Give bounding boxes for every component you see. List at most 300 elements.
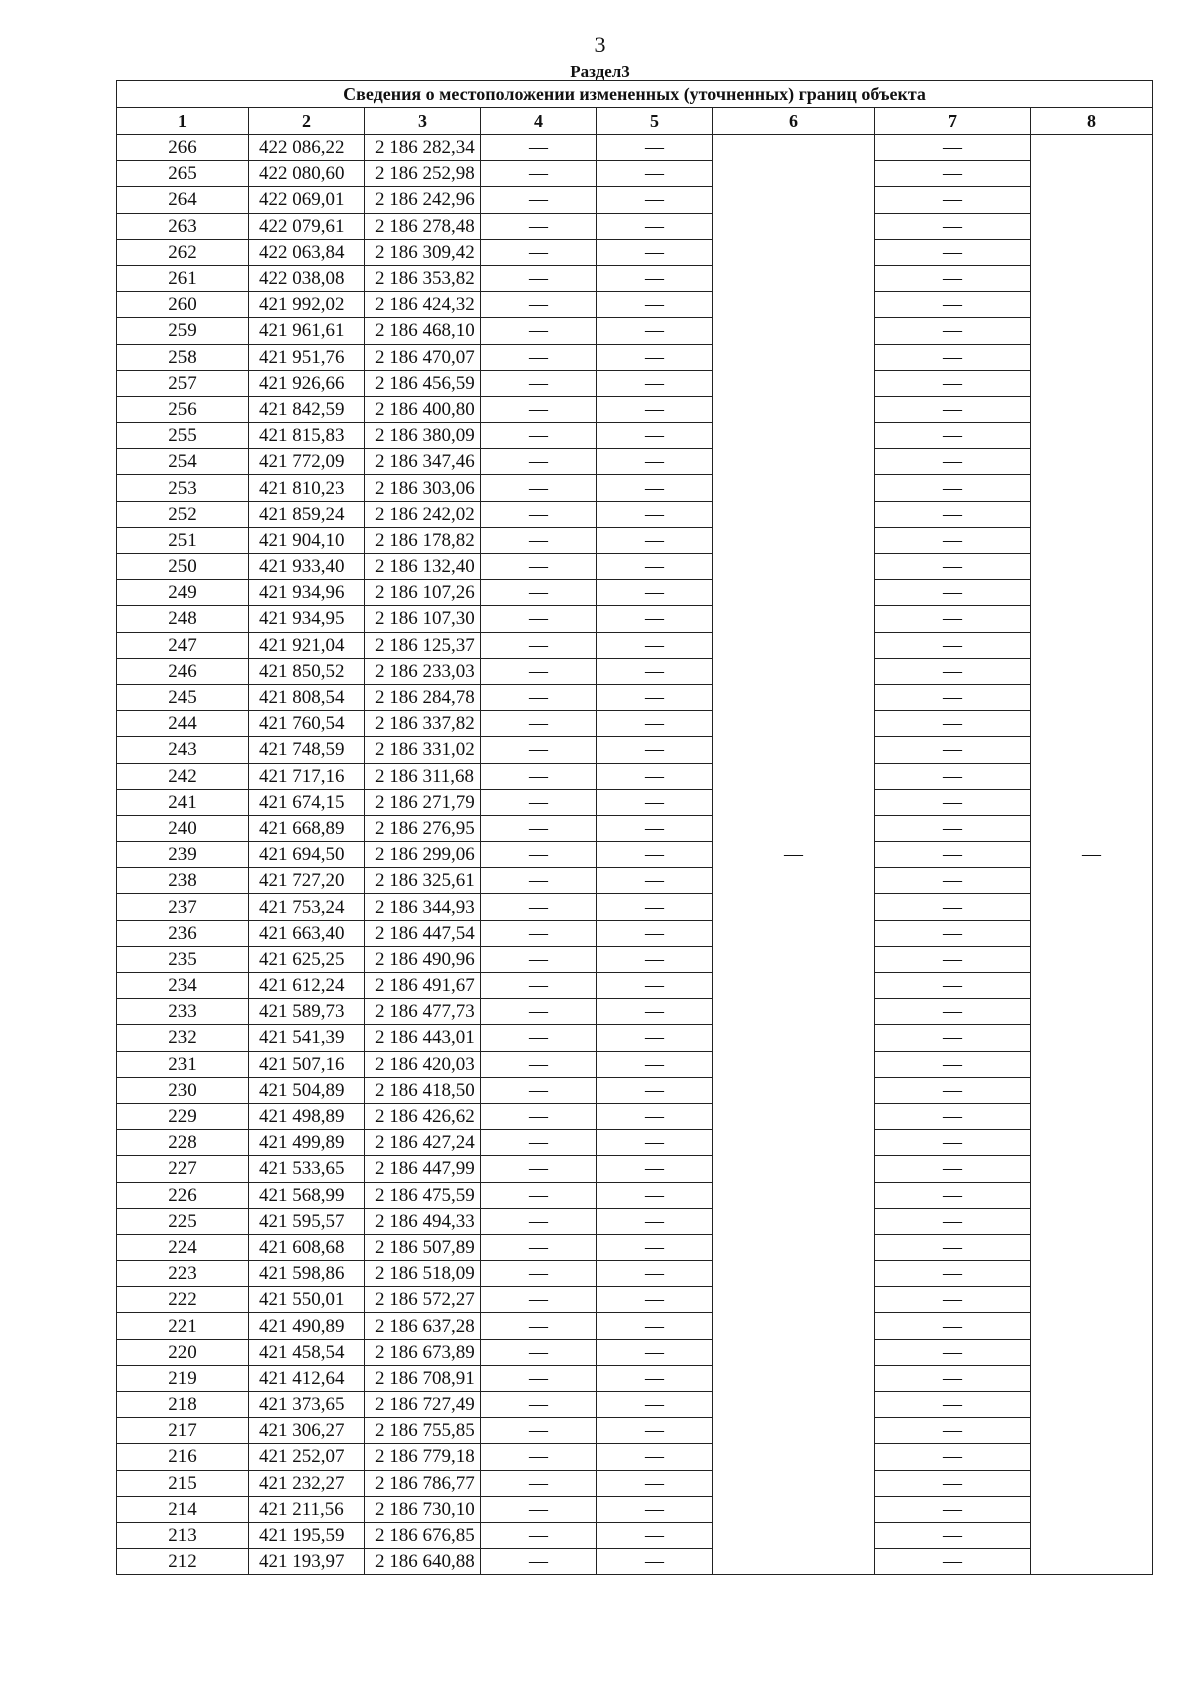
point-number-cell: 231 (117, 1051, 249, 1077)
point-number-cell: 228 (117, 1130, 249, 1156)
col5-dash-cell: — (597, 396, 713, 422)
x-coordinate-cell: 421 211,56 (249, 1496, 365, 1522)
table-row (117, 187, 1153, 213)
y-coordinate-cell: 2 186 311,68 (365, 763, 481, 789)
y-coordinate-cell: 2 186 470,07 (365, 344, 481, 370)
col4-dash-cell: — (481, 658, 597, 684)
y-coordinate-cell: 2 186 427,24 (365, 1130, 481, 1156)
point-number-cell: 246 (117, 658, 249, 684)
y-coordinate-cell: 2 186 637,28 (365, 1313, 481, 1339)
col4-dash-cell: — (481, 370, 597, 396)
y-coordinate-cell: 2 186 303,06 (365, 475, 481, 501)
col5-dash-cell: — (597, 265, 713, 291)
y-coordinate-cell: 2 186 418,50 (365, 1077, 481, 1103)
col4-dash-cell: — (481, 1234, 597, 1260)
col5-dash-cell: — (597, 187, 713, 213)
x-coordinate-cell: 421 694,50 (249, 842, 365, 868)
col5-dash-cell: — (597, 1261, 713, 1287)
y-coordinate-cell: 2 186 271,79 (365, 789, 481, 815)
col7-dash-cell: — (875, 1182, 1031, 1208)
col4-dash-cell: — (481, 1182, 597, 1208)
point-number-cell: 250 (117, 554, 249, 580)
y-coordinate-cell: 2 186 424,32 (365, 292, 481, 318)
table-row (117, 1339, 1153, 1365)
x-coordinate-cell: 421 612,24 (249, 973, 365, 999)
table-row (117, 894, 1153, 920)
y-coordinate-cell: 2 186 380,09 (365, 423, 481, 449)
table-row (117, 501, 1153, 527)
point-number-cell: 263 (117, 213, 249, 239)
col7-dash-cell: — (875, 213, 1031, 239)
col7-dash-cell: — (875, 999, 1031, 1025)
col7-dash-cell: — (875, 894, 1031, 920)
col7-dash-cell: — (875, 711, 1031, 737)
x-coordinate-cell: 422 063,84 (249, 239, 365, 265)
table-row (117, 946, 1153, 972)
x-coordinate-cell: 421 550,01 (249, 1287, 365, 1313)
table-row (117, 1051, 1153, 1077)
point-number-cell: 212 (117, 1549, 249, 1575)
y-coordinate-cell: 2 186 353,82 (365, 265, 481, 291)
point-number-cell: 266 (117, 135, 249, 161)
x-coordinate-cell: 421 926,66 (249, 370, 365, 396)
col4-dash-cell: — (481, 423, 597, 449)
table-row (117, 370, 1153, 396)
x-coordinate-cell: 421 904,10 (249, 527, 365, 553)
col4-dash-cell: — (481, 1051, 597, 1077)
col5-dash-cell: — (597, 1051, 713, 1077)
y-coordinate-cell: 2 186 276,95 (365, 815, 481, 841)
col5-dash-cell: — (597, 501, 713, 527)
col4-dash-cell: — (481, 711, 597, 737)
col7-dash-cell: — (875, 318, 1031, 344)
col4-dash-cell: — (481, 1418, 597, 1444)
x-coordinate-cell: 421 815,83 (249, 423, 365, 449)
col7-dash-cell: — (875, 187, 1031, 213)
col7-dash-cell: — (875, 868, 1031, 894)
col7-dash-cell: — (875, 1261, 1031, 1287)
x-coordinate-cell: 421 934,96 (249, 580, 365, 606)
col4-dash-cell: — (481, 161, 597, 187)
col4-dash-cell: — (481, 501, 597, 527)
col5-dash-cell: — (597, 973, 713, 999)
table-row (117, 396, 1153, 422)
y-coordinate-cell: 2 186 468,10 (365, 318, 481, 344)
x-coordinate-cell: 421 490,89 (249, 1313, 365, 1339)
col5-dash-cell: — (597, 475, 713, 501)
col7-dash-cell: — (875, 292, 1031, 318)
col4-dash-cell: — (481, 1261, 597, 1287)
point-number-cell: 244 (117, 711, 249, 737)
point-number-cell: 247 (117, 632, 249, 658)
col4-dash-cell: — (481, 1365, 597, 1391)
y-coordinate-cell: 2 186 284,78 (365, 684, 481, 710)
table-row (117, 1496, 1153, 1522)
table-row (117, 475, 1153, 501)
col7-dash-cell: — (875, 161, 1031, 187)
col4-dash-cell: — (481, 213, 597, 239)
col7-dash-cell: — (875, 1313, 1031, 1339)
table-row (117, 1549, 1153, 1575)
col6-merged-dash-cell: — (713, 135, 875, 1575)
column-header-3: 3 (365, 108, 481, 135)
point-number-cell: 219 (117, 1365, 249, 1391)
table-row (117, 135, 1153, 161)
y-coordinate-cell: 2 186 730,10 (365, 1496, 481, 1522)
y-coordinate-cell: 2 186 708,91 (365, 1365, 481, 1391)
col7-dash-cell: — (875, 475, 1031, 501)
col5-dash-cell: — (597, 1182, 713, 1208)
table-row (117, 1025, 1153, 1051)
col5-dash-cell: — (597, 213, 713, 239)
col4-dash-cell: — (481, 318, 597, 344)
col5-dash-cell: — (597, 554, 713, 580)
point-number-cell: 234 (117, 973, 249, 999)
y-coordinate-cell: 2 186 475,59 (365, 1182, 481, 1208)
column-header-2: 2 (249, 108, 365, 135)
table-row (117, 606, 1153, 632)
table-row (117, 554, 1153, 580)
y-coordinate-cell: 2 186 490,96 (365, 946, 481, 972)
col4-dash-cell: — (481, 135, 597, 161)
table-row (117, 1313, 1153, 1339)
y-coordinate-cell: 2 186 132,40 (365, 554, 481, 580)
col7-dash-cell: — (875, 684, 1031, 710)
table-row (117, 1261, 1153, 1287)
col4-dash-cell: — (481, 1549, 597, 1575)
col4-dash-cell: — (481, 999, 597, 1025)
col7-dash-cell: — (875, 1470, 1031, 1496)
col5-dash-cell: — (597, 1287, 713, 1313)
col5-dash-cell: — (597, 1365, 713, 1391)
col7-dash-cell: — (875, 737, 1031, 763)
y-coordinate-cell: 2 186 282,34 (365, 135, 481, 161)
point-number-cell: 225 (117, 1208, 249, 1234)
col7-dash-cell: — (875, 1339, 1031, 1365)
col7-dash-cell: — (875, 1025, 1031, 1051)
point-number-cell: 239 (117, 842, 249, 868)
x-coordinate-cell: 421 507,16 (249, 1051, 365, 1077)
column-header-row (117, 108, 1153, 135)
point-number-cell: 233 (117, 999, 249, 1025)
column-header-5: 5 (597, 108, 713, 135)
col7-dash-cell: — (875, 396, 1031, 422)
y-coordinate-cell: 2 186 178,82 (365, 527, 481, 553)
col5-dash-cell: — (597, 1077, 713, 1103)
col7-dash-cell: — (875, 763, 1031, 789)
col4-dash-cell: — (481, 946, 597, 972)
x-coordinate-cell: 421 808,54 (249, 684, 365, 710)
point-number-cell: 248 (117, 606, 249, 632)
col4-dash-cell: — (481, 1208, 597, 1234)
col7-dash-cell: — (875, 1051, 1031, 1077)
table-row (117, 711, 1153, 737)
table-row (117, 1234, 1153, 1260)
section-label: Раздел3 (570, 62, 630, 81)
table-body (117, 135, 1153, 1575)
y-coordinate-cell: 2 186 278,48 (365, 213, 481, 239)
col5-dash-cell: — (597, 1496, 713, 1522)
x-coordinate-cell: 421 306,27 (249, 1418, 365, 1444)
x-coordinate-cell: 421 568,99 (249, 1182, 365, 1208)
col4-dash-cell: — (481, 449, 597, 475)
col7-dash-cell: — (875, 1496, 1031, 1522)
x-coordinate-cell: 421 850,52 (249, 658, 365, 684)
col5-dash-cell: — (597, 920, 713, 946)
point-number-cell: 245 (117, 684, 249, 710)
y-coordinate-cell: 2 186 107,26 (365, 580, 481, 606)
point-number-cell: 217 (117, 1418, 249, 1444)
col7-dash-cell: — (875, 344, 1031, 370)
col5-dash-cell: — (597, 894, 713, 920)
point-number-cell: 243 (117, 737, 249, 763)
point-number-cell: 226 (117, 1182, 249, 1208)
col5-dash-cell: — (597, 684, 713, 710)
col5-dash-cell: — (597, 292, 713, 318)
y-coordinate-cell: 2 186 727,49 (365, 1392, 481, 1418)
col7-dash-cell: — (875, 1287, 1031, 1313)
x-coordinate-cell: 421 772,09 (249, 449, 365, 475)
col5-dash-cell: — (597, 815, 713, 841)
x-coordinate-cell: 421 373,65 (249, 1392, 365, 1418)
col4-dash-cell: — (481, 815, 597, 841)
table-row (117, 344, 1153, 370)
y-coordinate-cell: 2 186 572,27 (365, 1287, 481, 1313)
table-row (117, 1182, 1153, 1208)
y-coordinate-cell: 2 186 242,02 (365, 501, 481, 527)
y-coordinate-cell: 2 186 400,80 (365, 396, 481, 422)
col4-dash-cell: — (481, 894, 597, 920)
col5-dash-cell: — (597, 527, 713, 553)
table-row (117, 868, 1153, 894)
point-number-cell: 259 (117, 318, 249, 344)
x-coordinate-cell: 421 598,86 (249, 1261, 365, 1287)
x-coordinate-cell: 421 589,73 (249, 999, 365, 1025)
y-coordinate-cell: 2 186 347,46 (365, 449, 481, 475)
point-number-cell: 256 (117, 396, 249, 422)
x-coordinate-cell: 421 195,59 (249, 1522, 365, 1548)
col4-dash-cell: — (481, 1339, 597, 1365)
point-number-cell: 238 (117, 868, 249, 894)
col7-dash-cell: — (875, 1365, 1031, 1391)
col4-dash-cell: — (481, 1496, 597, 1522)
table-row (117, 1418, 1153, 1444)
y-coordinate-cell: 2 186 673,89 (365, 1339, 481, 1365)
x-coordinate-cell: 421 961,61 (249, 318, 365, 344)
col5-dash-cell: — (597, 135, 713, 161)
point-number-cell: 240 (117, 815, 249, 841)
y-coordinate-cell: 2 186 456,59 (365, 370, 481, 396)
point-number-cell: 223 (117, 1261, 249, 1287)
x-coordinate-cell: 421 663,40 (249, 920, 365, 946)
col4-dash-cell: — (481, 1392, 597, 1418)
x-coordinate-cell: 421 760,54 (249, 711, 365, 737)
col4-dash-cell: — (481, 1156, 597, 1182)
point-number-cell: 258 (117, 344, 249, 370)
point-number-cell: 249 (117, 580, 249, 606)
col4-dash-cell: — (481, 737, 597, 763)
y-coordinate-cell: 2 186 447,54 (365, 920, 481, 946)
table-row (117, 842, 1153, 868)
table-row (117, 161, 1153, 187)
col7-dash-cell: — (875, 1444, 1031, 1470)
col4-dash-cell: — (481, 1103, 597, 1129)
col5-dash-cell: — (597, 632, 713, 658)
table-row (117, 1077, 1153, 1103)
col4-dash-cell: — (481, 1025, 597, 1051)
y-coordinate-cell: 2 186 344,93 (365, 894, 481, 920)
col5-dash-cell: — (597, 1208, 713, 1234)
col4-dash-cell: — (481, 868, 597, 894)
table-row (117, 763, 1153, 789)
col5-dash-cell: — (597, 423, 713, 449)
col8-merged-dash-cell: — (1031, 135, 1153, 1575)
col5-dash-cell: — (597, 999, 713, 1025)
table-row (117, 292, 1153, 318)
col4-dash-cell: — (481, 396, 597, 422)
y-coordinate-cell: 2 186 233,03 (365, 658, 481, 684)
col5-dash-cell: — (597, 449, 713, 475)
table-row (117, 1287, 1153, 1313)
table-row (117, 1156, 1153, 1182)
x-coordinate-cell: 421 859,24 (249, 501, 365, 527)
table-row (117, 973, 1153, 999)
point-number-cell: 242 (117, 763, 249, 789)
point-number-cell: 224 (117, 1234, 249, 1260)
y-coordinate-cell: 2 186 125,37 (365, 632, 481, 658)
x-coordinate-cell: 421 504,89 (249, 1077, 365, 1103)
col4-dash-cell: — (481, 580, 597, 606)
col7-dash-cell: — (875, 973, 1031, 999)
y-coordinate-cell: 2 186 786,77 (365, 1470, 481, 1496)
point-number-cell: 214 (117, 1496, 249, 1522)
y-coordinate-cell: 2 186 331,02 (365, 737, 481, 763)
point-number-cell: 218 (117, 1392, 249, 1418)
table-row (117, 1522, 1153, 1548)
y-coordinate-cell: 2 186 507,89 (365, 1234, 481, 1260)
x-coordinate-cell: 421 625,25 (249, 946, 365, 972)
col7-dash-cell: — (875, 1156, 1031, 1182)
point-number-cell: 227 (117, 1156, 249, 1182)
col5-dash-cell: — (597, 1313, 713, 1339)
col5-dash-cell: — (597, 789, 713, 815)
point-number-cell: 232 (117, 1025, 249, 1051)
col4-dash-cell: — (481, 789, 597, 815)
y-coordinate-cell: 2 186 309,42 (365, 239, 481, 265)
point-number-cell: 261 (117, 265, 249, 291)
col5-dash-cell: — (597, 161, 713, 187)
x-coordinate-cell: 421 458,54 (249, 1339, 365, 1365)
col5-dash-cell: — (597, 239, 713, 265)
column-header-4: 4 (481, 108, 597, 135)
col7-dash-cell: — (875, 239, 1031, 265)
x-coordinate-cell: 421 842,59 (249, 396, 365, 422)
x-coordinate-cell: 421 499,89 (249, 1130, 365, 1156)
col5-dash-cell: — (597, 1339, 713, 1365)
col7-dash-cell: — (875, 1208, 1031, 1234)
point-number-cell: 253 (117, 475, 249, 501)
col7-dash-cell: — (875, 265, 1031, 291)
col4-dash-cell: — (481, 1313, 597, 1339)
col7-dash-cell: — (875, 1130, 1031, 1156)
table-row (117, 999, 1153, 1025)
col7-dash-cell: — (875, 606, 1031, 632)
x-coordinate-cell: 421 933,40 (249, 554, 365, 580)
col4-dash-cell: — (481, 265, 597, 291)
point-number-cell: 237 (117, 894, 249, 920)
point-number-cell: 213 (117, 1522, 249, 1548)
col5-dash-cell: — (597, 868, 713, 894)
col7-dash-cell: — (875, 1522, 1031, 1548)
col4-dash-cell: — (481, 344, 597, 370)
col4-dash-cell: — (481, 1444, 597, 1470)
col4-dash-cell: — (481, 239, 597, 265)
x-coordinate-cell: 421 595,57 (249, 1208, 365, 1234)
y-coordinate-cell: 2 186 494,33 (365, 1208, 481, 1234)
x-coordinate-cell: 421 992,02 (249, 292, 365, 318)
col7-dash-cell: — (875, 920, 1031, 946)
x-coordinate-cell: 421 717,16 (249, 763, 365, 789)
col5-dash-cell: — (597, 606, 713, 632)
col4-dash-cell: — (481, 920, 597, 946)
table-row (117, 580, 1153, 606)
point-number-cell: 254 (117, 449, 249, 475)
col5-dash-cell: — (597, 580, 713, 606)
col7-dash-cell: — (875, 842, 1031, 868)
table-row (117, 213, 1153, 239)
col4-dash-cell: — (481, 554, 597, 580)
col4-dash-cell: — (481, 1287, 597, 1313)
table-row (117, 1130, 1153, 1156)
point-number-cell: 255 (117, 423, 249, 449)
col7-dash-cell: — (875, 658, 1031, 684)
col5-dash-cell: — (597, 658, 713, 684)
y-coordinate-cell: 2 186 779,18 (365, 1444, 481, 1470)
point-number-cell: 230 (117, 1077, 249, 1103)
col4-dash-cell: — (481, 1522, 597, 1548)
x-coordinate-cell: 421 608,68 (249, 1234, 365, 1260)
page-number: 3 (594, 32, 606, 57)
point-number-cell: 221 (117, 1313, 249, 1339)
col7-dash-cell: — (875, 1077, 1031, 1103)
col5-dash-cell: — (597, 1418, 713, 1444)
y-coordinate-cell: 2 186 640,88 (365, 1549, 481, 1575)
col4-dash-cell: — (481, 684, 597, 710)
col4-dash-cell: — (481, 973, 597, 999)
x-coordinate-cell: 421 193,97 (249, 1549, 365, 1575)
x-coordinate-cell: 421 810,23 (249, 475, 365, 501)
point-number-cell: 251 (117, 527, 249, 553)
col7-dash-cell: — (875, 135, 1031, 161)
y-coordinate-cell: 2 186 325,61 (365, 868, 481, 894)
table-row (117, 789, 1153, 815)
col5-dash-cell: — (597, 370, 713, 396)
y-coordinate-cell: 2 186 426,62 (365, 1103, 481, 1129)
table-row (117, 1103, 1153, 1129)
x-coordinate-cell: 422 079,61 (249, 213, 365, 239)
y-coordinate-cell: 2 186 518,09 (365, 1261, 481, 1287)
y-coordinate-cell: 2 186 755,85 (365, 1418, 481, 1444)
point-number-cell: 260 (117, 292, 249, 318)
x-coordinate-cell: 421 753,24 (249, 894, 365, 920)
x-coordinate-cell: 421 727,20 (249, 868, 365, 894)
col5-dash-cell: — (597, 1103, 713, 1129)
table-row (117, 1208, 1153, 1234)
col7-dash-cell: — (875, 946, 1031, 972)
col5-dash-cell: — (597, 946, 713, 972)
coordinates-table (116, 80, 1153, 1575)
col7-dash-cell: — (875, 580, 1031, 606)
